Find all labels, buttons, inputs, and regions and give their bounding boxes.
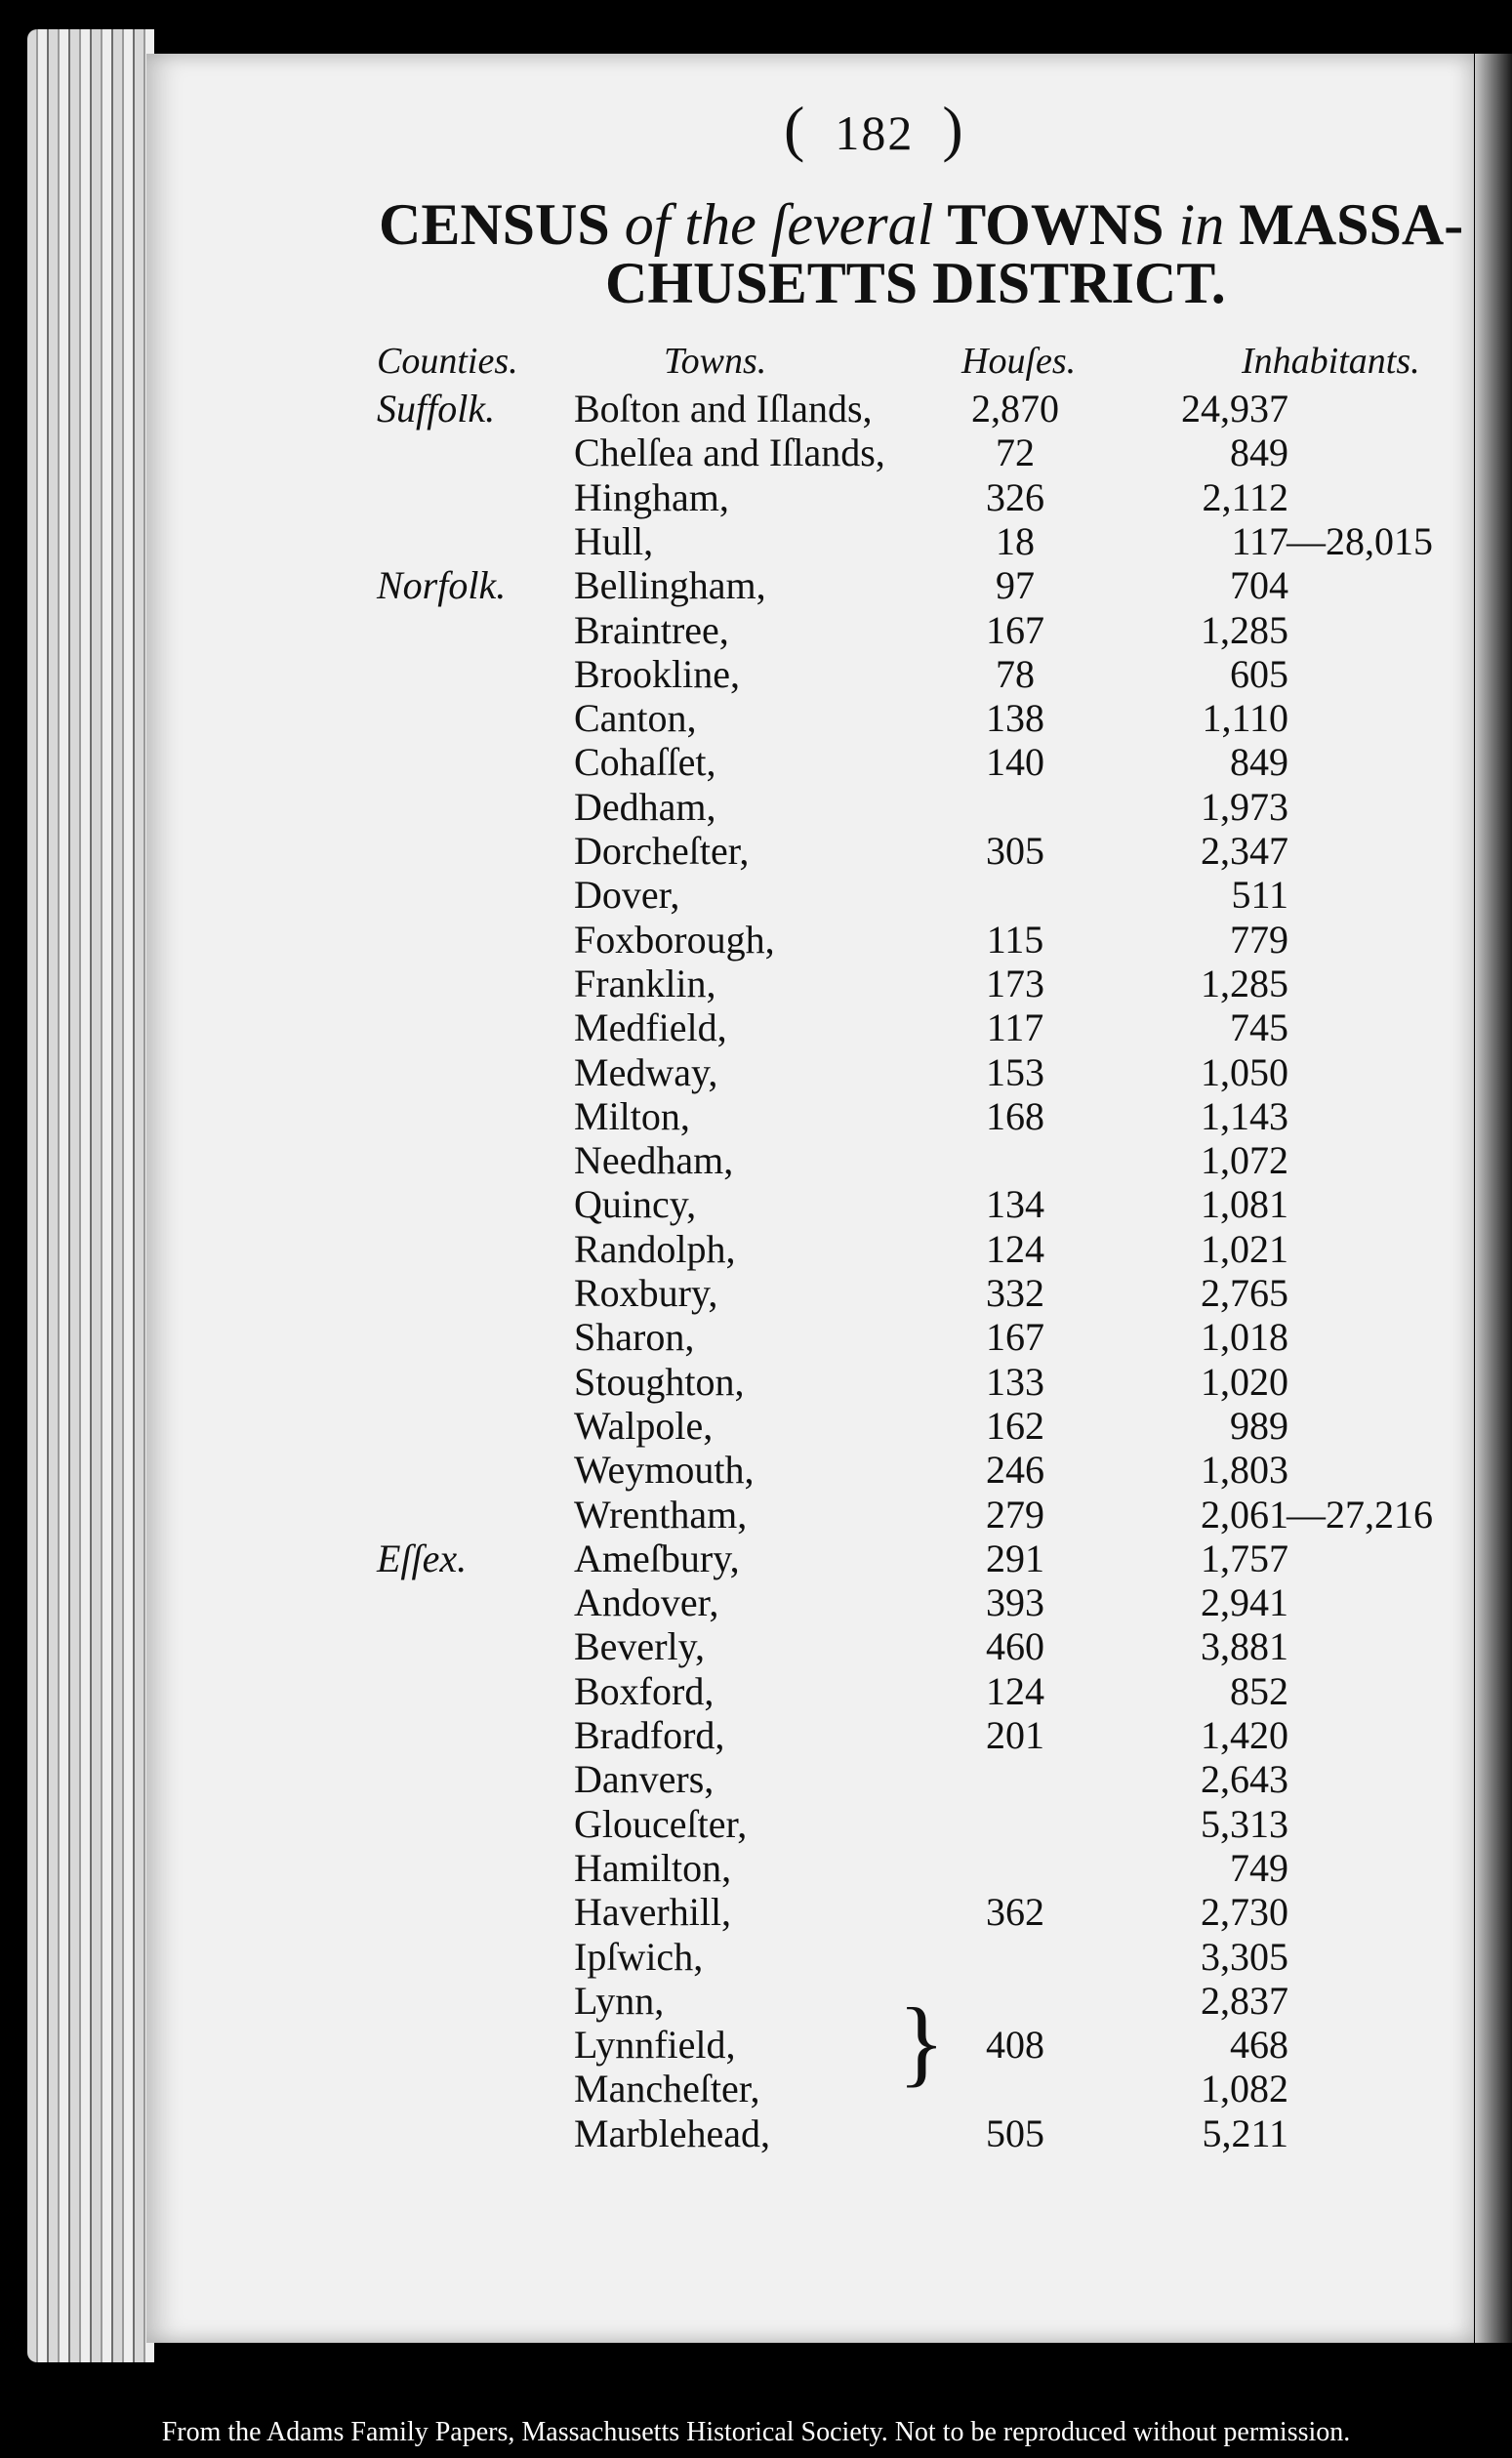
table-row	[0, 695, 1512, 740]
town-cell: Hull,	[574, 518, 654, 563]
town-cell: Lynnfield,	[574, 2023, 736, 2068]
table-row	[0, 1093, 1512, 1138]
town-cell: Foxborough,	[574, 917, 775, 962]
inhabitants-cell: 849	[1230, 740, 1288, 785]
houses-cell: 460	[986, 1624, 1044, 1669]
town-cell: Mancheſter,	[574, 2067, 760, 2111]
town-cell: Walpole,	[574, 1403, 714, 1448]
table-row	[0, 828, 1512, 873]
inhabitants-cell: 2,730	[1201, 1890, 1288, 1935]
town-cell: Dorcheſter,	[574, 829, 750, 873]
houses-cell: 201	[986, 1713, 1044, 1757]
inhabitants-cell: 2,837	[1201, 1978, 1288, 2023]
town-cell: Medway,	[574, 1049, 718, 1094]
town-cell: Franklin,	[574, 961, 716, 1005]
town-cell: Chelſea and Iſlands,	[574, 430, 885, 475]
table-row	[0, 739, 1512, 784]
inhabitants-cell: 1,110	[1202, 696, 1288, 741]
table-row	[0, 1492, 1512, 1536]
table-row	[0, 872, 1512, 917]
inhabitants-cell: 1,420	[1201, 1713, 1288, 1757]
table-row	[0, 784, 1512, 829]
table-row	[0, 1845, 1512, 1890]
inhabitants-cell: 1,143	[1201, 1093, 1288, 1138]
inhabitants-cell: 1,021	[1201, 1226, 1288, 1271]
houses-cell: 78	[996, 651, 1035, 696]
inhabitants-cell: 24,937	[1181, 387, 1288, 430]
town-cell: Haverhill,	[574, 1890, 732, 1935]
inhabitants-cell: 1,082	[1201, 2067, 1288, 2111]
houses-cell: 124	[986, 1668, 1044, 1713]
header-counties: Counties.	[377, 341, 518, 382]
table-row	[0, 518, 1512, 563]
table-row	[0, 607, 1512, 652]
table-row	[0, 1359, 1512, 1404]
inhabitants-cell: 117	[1231, 518, 1288, 563]
table-row	[0, 961, 1512, 1005]
houses-cell: 246	[986, 1448, 1044, 1493]
houses-cell: 279	[986, 1492, 1044, 1536]
houses-cell: 97	[996, 563, 1035, 608]
table-row	[0, 562, 1512, 607]
inhabitants-cell: 1,803	[1201, 1448, 1288, 1493]
inhabitants-cell: 1,973	[1201, 784, 1288, 829]
town-cell: Lynn,	[574, 1978, 665, 2023]
inhabitants-cell: 989	[1230, 1403, 1288, 1448]
town-cell: Stoughton,	[574, 1359, 745, 1404]
town-cell: Wrentham,	[574, 1492, 748, 1536]
inhabitants-cell: 2,765	[1201, 1271, 1288, 1315]
table-row	[0, 1049, 1512, 1094]
table-row	[0, 1536, 1512, 1580]
page-number: ( 182 )	[784, 94, 965, 163]
inhabitants-cell: 3,881	[1201, 1624, 1288, 1669]
town-cell: Bellingham,	[574, 563, 766, 608]
inhabitants-cell: 745	[1230, 1005, 1288, 1050]
town-cell: Medfield,	[574, 1005, 727, 1050]
houses-cell: 167	[986, 607, 1044, 652]
houses-cell: 168	[986, 1093, 1044, 1138]
brace-lynn-lynnfield: }	[898, 1987, 945, 2096]
inhabitants-cell: 1,285	[1201, 961, 1288, 1005]
inhabitants-cell: 2,061	[1201, 1492, 1288, 1536]
town-cell: Randolph,	[574, 1226, 736, 1271]
header-towns: Towns.	[664, 341, 767, 382]
table-row	[0, 1756, 1512, 1801]
table-row	[0, 1004, 1512, 1049]
table-row	[0, 1579, 1512, 1624]
county-total-cell: —27,216	[1287, 1492, 1433, 1536]
town-cell: Dedham,	[574, 784, 716, 829]
town-cell: Boſton and Iſlands,	[574, 387, 873, 430]
table-row	[0, 2022, 1512, 2067]
town-cell: Beverly,	[574, 1624, 706, 1669]
houses-cell: 72	[996, 430, 1035, 475]
county-cell: Norfolk.	[377, 563, 507, 608]
houses-cell: 362	[986, 1890, 1044, 1935]
inhabitants-cell: 511	[1231, 873, 1288, 918]
inhabitants-cell: 1,018	[1201, 1315, 1288, 1360]
table-row	[0, 1712, 1512, 1757]
town-cell: Bradford,	[574, 1713, 725, 1757]
inhabitants-cell: 1,081	[1201, 1182, 1288, 1227]
town-cell: Ameſbury,	[574, 1536, 740, 1580]
table-row	[0, 1978, 1512, 2023]
inhabitants-cell: 2,941	[1201, 1580, 1288, 1625]
inhabitants-cell: 749	[1230, 1845, 1288, 1890]
inhabitants-cell: 1,020	[1201, 1359, 1288, 1404]
houses-cell: 393	[986, 1580, 1044, 1625]
town-cell: Canton,	[574, 696, 697, 741]
table-row	[0, 1403, 1512, 1448]
copyright-footer: From the Adams Family Papers, Massachusetts Historical Society. Not to be reproduced without permission.	[161, 2417, 1351, 2447]
inhabitants-cell: 2,112	[1202, 474, 1288, 519]
houses-cell: 326	[986, 474, 1044, 519]
table-row	[0, 1137, 1512, 1182]
table-row	[0, 1889, 1512, 1934]
header-houses: Houſes.	[961, 341, 1077, 382]
town-cell: Marblehead,	[574, 2110, 771, 2155]
town-cell: Danvers,	[574, 1757, 715, 1802]
houses-cell: 408	[986, 2023, 1044, 2068]
houses-cell: 291	[986, 1536, 1044, 1580]
inhabitants-cell: 779	[1230, 917, 1288, 962]
page-title-line-1: CENSUS of the ſeveral TOWNS in MASSA-	[379, 192, 1464, 257]
houses-cell: 124	[986, 1226, 1044, 1271]
town-cell: Quincy,	[574, 1182, 697, 1227]
town-cell: Boxford,	[574, 1668, 715, 1713]
inhabitants-cell: 5,313	[1201, 1801, 1288, 1846]
town-cell: Sharon,	[574, 1315, 695, 1360]
table-row	[0, 1447, 1512, 1492]
town-cell: Glouceſter,	[574, 1801, 748, 1846]
table-row	[0, 917, 1512, 962]
inhabitants-cell: 704	[1230, 563, 1288, 608]
table-row	[0, 2110, 1512, 2155]
page-title-line-2: CHUSETTS DISTRICT.	[605, 251, 1226, 315]
table-row	[0, 474, 1512, 519]
town-cell: Milton,	[574, 1093, 690, 1138]
table-row	[0, 1934, 1512, 1979]
table-row	[0, 1181, 1512, 1226]
town-cell: Hamilton,	[574, 1845, 732, 1890]
inhabitants-cell: 605	[1230, 651, 1288, 696]
table-row	[0, 386, 1512, 430]
inhabitants-cell: 2,347	[1201, 829, 1288, 873]
town-cell: Weymouth,	[574, 1448, 755, 1493]
houses-cell: 153	[986, 1049, 1044, 1094]
inhabitants-cell: 3,305	[1201, 1934, 1288, 1979]
town-cell: Dover,	[574, 873, 680, 918]
town-cell: Andover,	[574, 1580, 719, 1625]
town-cell: Ipſwich,	[574, 1934, 704, 1979]
table-row	[0, 2066, 1512, 2110]
houses-cell: 173	[986, 961, 1044, 1005]
table-row	[0, 1226, 1512, 1271]
table-row	[0, 651, 1512, 696]
header-inhabitants: Inhabitants.	[1242, 341, 1420, 382]
inhabitants-cell: 1,285	[1201, 607, 1288, 652]
town-cell: Brookline,	[574, 651, 740, 696]
county-cell: Suffolk.	[377, 387, 496, 430]
inhabitants-cell: 852	[1230, 1668, 1288, 1713]
county-total-cell: —28,015	[1287, 518, 1433, 563]
houses-cell: 115	[986, 917, 1044, 962]
houses-cell: 138	[986, 696, 1044, 741]
inhabitants-cell: 849	[1230, 430, 1288, 475]
houses-cell: 505	[986, 2110, 1044, 2155]
table-row	[0, 1668, 1512, 1713]
houses-cell: 18	[996, 518, 1035, 563]
inhabitants-cell: 1,072	[1201, 1138, 1288, 1183]
houses-cell: 133	[986, 1359, 1044, 1404]
table-row	[0, 1801, 1512, 1846]
inhabitants-cell: 1,757	[1201, 1536, 1288, 1580]
inhabitants-cell: 468	[1230, 2023, 1288, 2068]
houses-cell: 140	[986, 740, 1044, 785]
inhabitants-cell: 1,050	[1201, 1049, 1288, 1094]
houses-cell: 134	[986, 1182, 1044, 1227]
inhabitants-cell: 2,643	[1201, 1757, 1288, 1802]
town-cell: Braintree,	[574, 607, 729, 652]
town-cell: Roxbury,	[574, 1271, 718, 1315]
houses-cell: 117	[986, 1005, 1044, 1050]
town-cell: Cohaſſet,	[574, 740, 716, 785]
inhabitants-cell: 5,211	[1202, 2110, 1288, 2155]
houses-cell: 305	[986, 829, 1044, 873]
table-row	[0, 1270, 1512, 1315]
table-row	[0, 1314, 1512, 1359]
houses-cell: 332	[986, 1271, 1044, 1315]
houses-cell: 167	[986, 1315, 1044, 1360]
town-cell: Needham,	[574, 1138, 734, 1183]
town-cell: Hingham,	[574, 474, 729, 519]
county-cell: Eſſex.	[377, 1536, 468, 1580]
table-row	[0, 1623, 1512, 1668]
houses-cell: 2,870	[971, 387, 1059, 430]
table-row	[0, 430, 1512, 474]
houses-cell: 162	[986, 1403, 1044, 1448]
